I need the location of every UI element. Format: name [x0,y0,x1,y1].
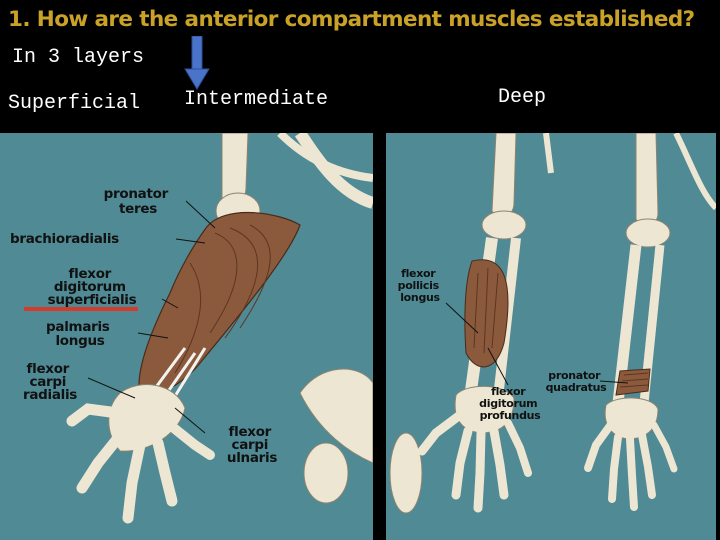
superficial-intermediate-figure [0,133,373,540]
label-flexor-digitorum-superficialis: flexor digitorum superficialis [47,266,137,308]
label-flexor-digitorum-profundus: flexor digitorum profundus [479,385,541,422]
label-flexor-pollicis-longus: flexor pollicis longus [397,267,440,304]
intermediate-label: Intermediate [184,88,329,111]
superficial-label: Superficial [8,92,141,115]
label-brachioradialis: brachioradialis [10,231,119,247]
forearm-muscles [139,213,300,397]
humerus-bone [492,133,516,217]
deep-layer-figure [386,133,716,540]
elbow-joint [626,219,670,247]
hand-palm [605,398,658,439]
rib-bone [676,133,716,208]
humerus-bone [218,133,248,203]
finger [456,431,468,495]
finger [128,445,140,518]
finger [508,423,528,473]
finger [588,423,612,468]
elbow-joint [482,211,526,239]
down-arrow-icon [184,36,210,90]
label-flexor-carpi-radialis: flexor carpi radialis [22,361,78,403]
pelvis-bone [390,433,422,513]
finger [630,439,634,507]
finger [422,415,460,451]
fdp-muscle [465,260,508,367]
finger [612,437,618,499]
finger [82,433,122,488]
femur-head [304,443,348,503]
finger [478,433,481,508]
deep-label: Deep [498,86,547,109]
layers-text: In 3 layers [12,46,145,69]
label-flexor-carpi-ulnaris: flexor carpi ulnaris [226,424,278,466]
finger [494,431,504,495]
pointer-line [186,201,215,228]
finger [158,443,172,501]
rib-bone [546,133,551,173]
slide-title: 1. How are the anterior compartment muscles established? [8,7,695,32]
label-palmaris-longus: palmaris longus [46,319,110,349]
label-pronator-quadratus: pronator quadratus [545,369,607,394]
finger [642,435,652,495]
finger [654,425,674,469]
humerus-bone [636,133,658,226]
label-pronator-teres: pronator teres [103,186,168,217]
